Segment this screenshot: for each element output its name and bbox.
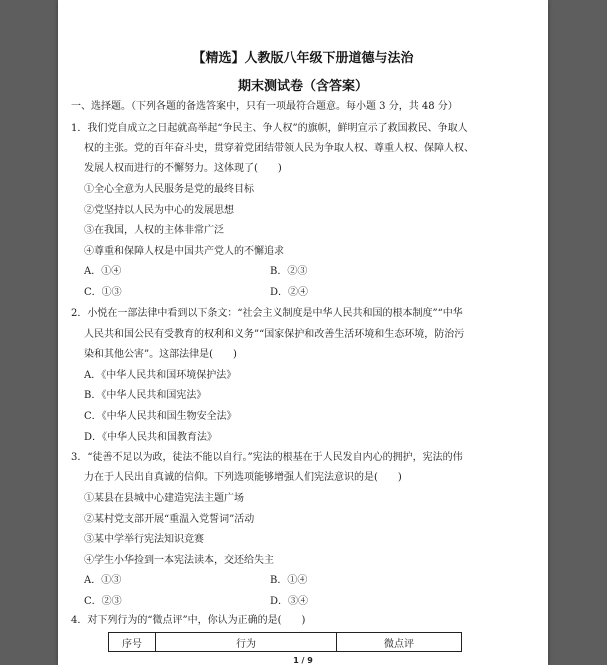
q2-option-c: C．《中华人民共和国生物安全法》 [84,411,237,422]
q1-stem-line-3: 发展人权而进行的不懈努力。这体现了( ) [84,163,282,174]
q1-stem-line-1: 1．我们党自成立之日起就高举起“争民主、争人权”的旗帜，鲜明宣示了救国救民、争取人 [71,123,468,134]
q3-statement-1: ①某县在县城中心建造宪法主题广场 [84,493,244,504]
q1-option-c: C．①③ [84,287,122,298]
q1-option-b: B．②③ [270,266,308,277]
q4-table [108,632,462,652]
q2-stem-line-3: 染和其他公害”。这部法律是( ) [84,349,237,360]
q2-option-d: D．《中华人民共和国教育法》 [84,432,218,443]
q1-statement-3: ③在我国，人权的主体非常广泛 [84,225,224,236]
q1-statement-2: ②党坚持以人民为中心的发展思想 [84,205,234,216]
table-header-row [109,633,462,652]
q2-stem-line-1: 2．小悦在一部法律中看到以下条文：“社会主义制度是中华人民共和国的根本制度”“中华 [71,308,463,319]
q1-statement-1: ①全心全意为人民服务是党的最终目标 [84,184,254,195]
document-title: 【精选】人教版八年级下册道德与法治 [192,51,414,66]
q2-option-a: A．《中华人民共和国环境保护法》 [84,370,237,381]
page-indicator: 1 / 9 [293,656,313,665]
section-heading: 一、选择题。（下列各题的备选答案中，只有一项最符合题意。每小题 3 分，共 48 分） [71,101,458,112]
q3-stem-line-1: 3．“徒善不足以为政，徒法不能以自行。”宪法的根基在于人民发自内心的拥护，宪法的伟 [71,452,463,463]
q3-statement-4: ④学生小华捡到一本宪法读本，交还给失主 [84,555,274,566]
q1-option-d: D．②④ [270,287,309,298]
q3-statement-2: ②某村党支部开展“重温入党誓词”活动 [84,514,255,525]
q3-option-d: D．③④ [270,596,309,607]
q1-stem-line-2: 权的主张。党的百年奋斗史，贯穿着党团结带领人民为争取人权、尊重人权、保障人权、 [84,143,474,154]
q3-option-a: A．①③ [84,575,122,586]
q3-stem-line-2: 力在于人民出自真诚的信仰。下列选项能够增强人们宪法意识的是( ) [84,472,402,483]
q1-option-a: A．①④ [84,266,122,277]
q2-option-b: B．《中华人民共和国宪法》 [84,390,207,401]
q3-option-c: C．②③ [84,596,122,607]
table-header-cell: 微点评 [337,633,462,652]
table-header-cell: 行为 [156,633,337,652]
table-header-cell: 序号 [109,633,156,652]
q2-stem-line-2: 人民共和国公民有受教育的权利和义务”“国家保护和改善生活环境和生态环境，防治污 [84,329,465,340]
q4-stem-line-1: 4．对下列行为的“微点评”中，你认为正确的是( ) [71,615,306,626]
q3-statement-3: ③某中学举行宪法知识竞赛 [84,534,204,545]
document-page [58,0,548,665]
document-subtitle: 期末测试卷（含答案） [237,79,368,94]
q1-statement-4: ④尊重和保障人权是中国共产党人的不懈追求 [84,246,284,257]
q3-option-b: B．①④ [270,575,308,586]
